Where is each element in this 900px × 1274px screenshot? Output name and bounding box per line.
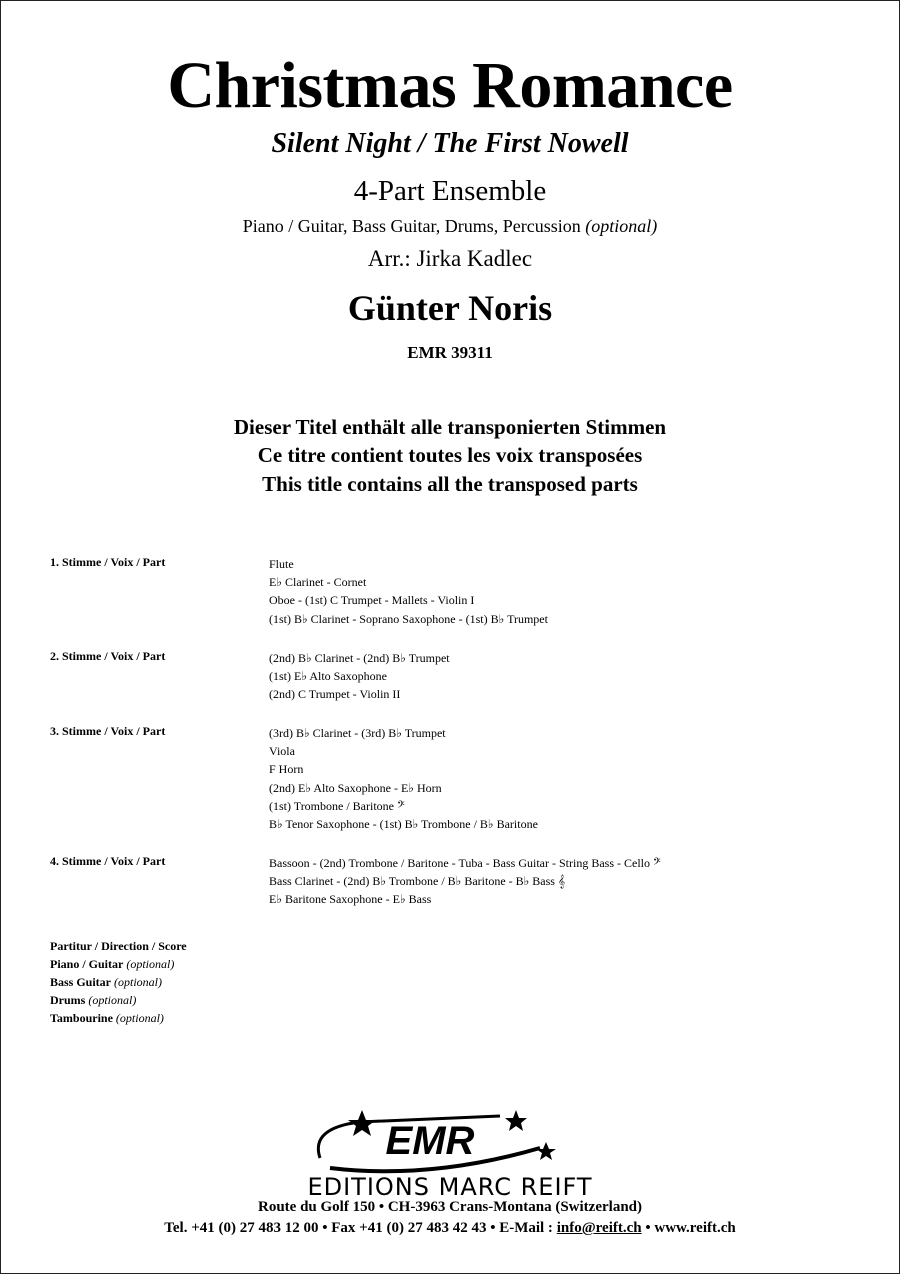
extra-item: Tambourine (optional) [50, 1011, 164, 1025]
part-instrument: E♭ Clarinet - Cornet [269, 575, 367, 590]
svg-text:EMR: EMR [385, 1119, 475, 1163]
composer-name: Günter Noris [347, 288, 553, 328]
part-instrument: Viola [269, 744, 295, 759]
part-instrument: Oboe - (1st) C Trumpet - Mallets - Violin I [269, 593, 475, 608]
part-label: 1. Stimme / Voix / Part [50, 555, 166, 569]
instrumentation-optional: (optional) [585, 216, 658, 236]
catalog-number: EMR 39311 [407, 343, 493, 362]
transposition-note-en: This title contains all the transposed parts [262, 472, 638, 496]
part-instrument: F Horn [269, 762, 304, 777]
arranger: Arr.: Jirka Kadlec [367, 246, 533, 271]
publisher-contact: Tel. +41 (0) 27 483 12 00 • Fax +41 (0) 27 483 42 43 • E-Mail : info@reift.ch • www.reift.ch [164, 1220, 736, 1236]
part-4 [50, 854, 870, 914]
part-instrument: B♭ Tenor Saxophone - (1st) B♭ Trombone / B♭ Baritone [269, 817, 538, 832]
score-subtitle: Silent Night / The First Nowell [271, 128, 629, 159]
part-instrument: (1st) B♭ Clarinet - Soprano Saxophone - (1st) B♭ Trumpet [269, 611, 548, 626]
extra-item: Piano / Guitar (optional) [50, 957, 175, 971]
instrumentation-list: Piano / Guitar, Bass Guitar, Drums, Percussion [242, 216, 581, 236]
part-label: 2. Stimme / Voix / Part [50, 649, 166, 663]
part-instrument: (2nd) E♭ Alto Saxophone - E♭ Horn [269, 780, 442, 795]
part-2 [50, 649, 870, 724]
part-instrument: (2nd) C Trumpet - Violin II [269, 687, 401, 702]
ensemble-label: 4-Part Ensemble [353, 175, 547, 207]
part-instrument: Flute [269, 557, 294, 571]
part-instrument: Bass Clarinet - (2nd) B♭ Trombone / B♭ Baritone - B♭ Bass 𝄞 [269, 874, 566, 889]
parts-list [50, 555, 870, 914]
score-title: Christmas Romance [167, 49, 733, 122]
part-1 [50, 555, 870, 649]
email-link[interactable]: info@reift.ch [556, 1220, 642, 1236]
transposition-note-fr: Ce titre contient toutes les voix transposées [257, 443, 643, 467]
publisher-name: EDITIONS MARC REIFT [307, 1173, 593, 1201]
part-label: 4. Stimme / Voix / Part [50, 854, 166, 868]
publisher-address: Route du Golf 150 • CH-3963 Crans-Montana (Switzerland) [258, 1199, 642, 1215]
extra-item: Drums (optional) [50, 993, 137, 1007]
extra-parts [50, 937, 187, 1027]
part-instrument: (1st) E♭ Alto Saxophone [269, 669, 387, 684]
part-instrument: (2nd) B♭ Clarinet - (2nd) B♭ Trumpet [269, 651, 450, 665]
part-instrument: (3rd) B♭ Clarinet - (3rd) B♭ Trumpet [269, 726, 446, 740]
part-label: 3. Stimme / Voix / Part [50, 724, 166, 738]
instrumentation [0, 216, 900, 237]
part-instrument: E♭ Baritone Saxophone - E♭ Bass [269, 892, 432, 907]
transposition-note-de: Dieser Titel enthält alle transponierten Stimmen [233, 415, 667, 439]
part-instrument: (1st) Trombone / Baritone 𝄢 [269, 798, 405, 813]
score-label: Partitur / Direction / Score [50, 939, 187, 953]
extra-item: Bass Guitar (optional) [50, 975, 163, 989]
part-instrument: Bassoon - (2nd) Trombone / Baritone - Tuba - Bass Guitar - String Bass - Cello 𝄢 [269, 856, 661, 870]
part-3 [50, 724, 870, 854]
emr-logo [300, 1108, 560, 1176]
